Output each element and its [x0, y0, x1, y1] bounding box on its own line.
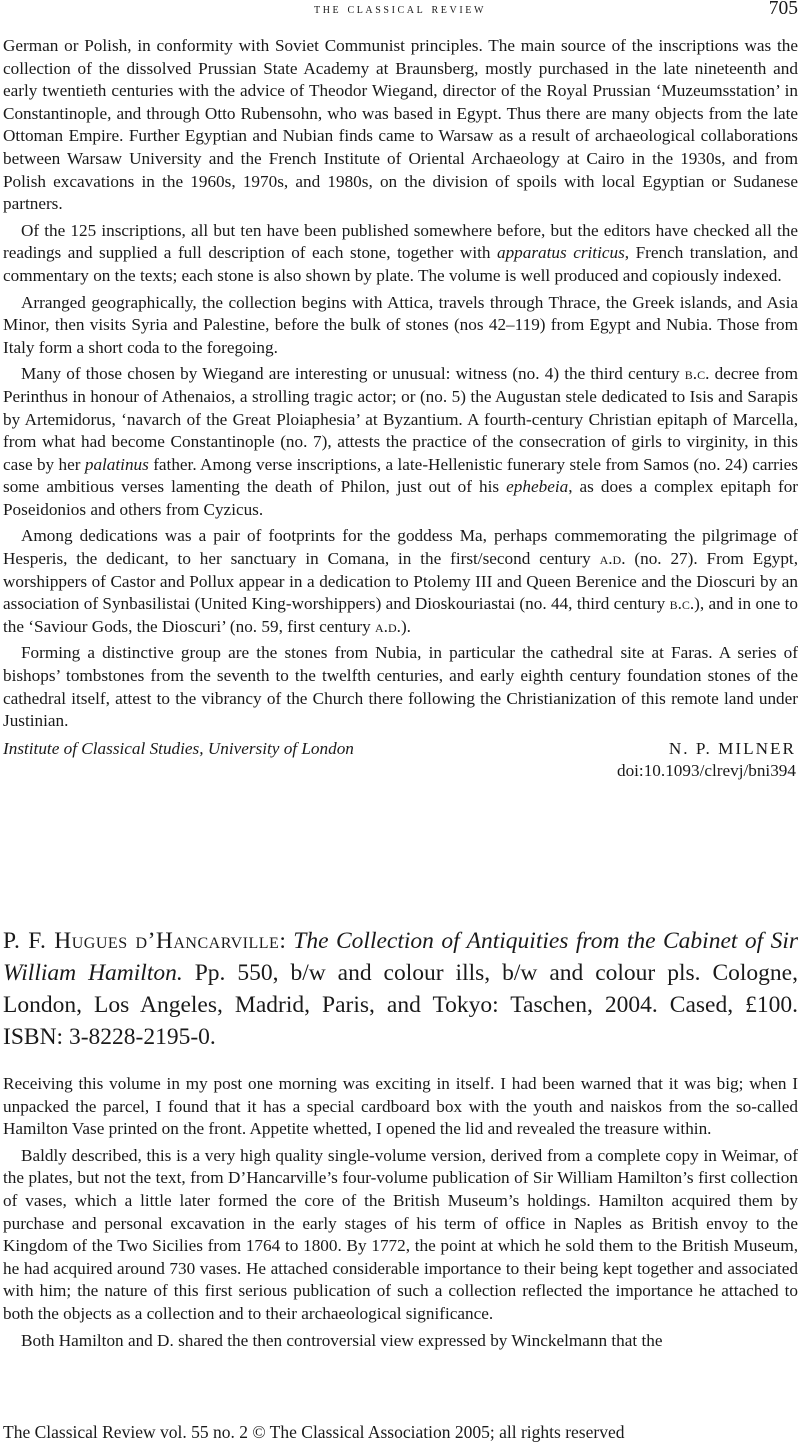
book-title: The Collection of Antiquities from the Cabinet of Sir William Hamilton.	[3, 928, 798, 986]
text-run: ), and in one to the ‘Saviour Gods, the Dioscuri’ (no. 59, first century	[3, 594, 798, 636]
paragraph-5	[3, 525, 798, 638]
italic-term: palatinus	[84, 454, 149, 474]
paragraph-9: Both Hamilton and D. shared the then controversial view expressed by Winckelmann that the	[21, 1330, 663, 1350]
doi: doi:10.1093/clrevj/bni394	[616, 761, 796, 781]
paragraph-7: Receiving this volume in my post one morning was exciting in itself. I had been warned that it was big; when I unpacked the parcel, I found that it has a special cardboard box with the youth and naiskos from the so-called Hamilton Vase printed on the front. Appetite whetted, I opened the lid and revealed the treasure within.	[3, 1074, 798, 1139]
paragraph-4	[3, 363, 798, 521]
text-run: ).	[400, 616, 411, 636]
era-abbrev: a.d.	[599, 549, 626, 569]
italic-term: ephebeia	[506, 477, 569, 497]
text-run: father. Among verse inscriptions, a late-Hellenistic funerary stele from Samos (no. 24) carries some ambitious verses lamenting the death of Philon, just out of his	[3, 454, 798, 497]
page-number: 705	[768, 0, 798, 19]
paragraph-6: Forming a distinctive group are the stones from Nubia, in particular the cathedral site at Faras. A series of bishops’ tombstones from the seventh to the twelfth centuries, and early eighth century foundation stones of the cathedral itself, attest to the vibrancy of the Church there following the Christianization of this remote land under Justinian.	[3, 643, 798, 731]
reviewer-signature	[3, 738, 798, 761]
text-run: Among dedications was a pair of footprints for the goddess Ma, perhaps commemorating the pilgrimage of Hesperis, the dedicant, to her sanctuary in Comana, in the first/second century	[3, 526, 798, 569]
second-review-body	[3, 1073, 798, 1356]
text-run: Many of those chosen by Wiegand are interesting or unusual: witness (no. 4) the third century	[21, 364, 685, 384]
text-run: , French translation, and commentary on the texts; each stone is also shown by plate. The volume is well produced and copiously indexed.	[3, 243, 798, 285]
paragraph-1: German or Polish, in conformity with Soviet Communist principles. The main source of the inscriptions was the collection of the dissolved Prussian State Academy at Braunsberg, mostly purchased in the late nineteenth and early twentieth centuries with the advice of Theodor Wiegand, director of the Royal Prussian ‘Muzeumsstation’ in Constantinople, and through Otto Rubensohn, who was based in Egypt. Thus there are many objects from the late Ottoman Empire. Further Egyptian and Nubian finds came to Warsaw as a result of archaeological collaborations between Warsaw University and the French Institute of Oriental Archaeology at Cairo in the 1930s, and from Polish excavations in the 1960s, 1970s, and 1980s, on the division of spoils with local Egyptian or Sudanese partners.	[3, 36, 798, 214]
book-details: Pp. 550, b/w and colour ills, b/w and colour pls. Cologne, London, Los Angeles, Madrid, Paris, and Tokyo: Taschen, 2004. Cased, £100. ISBN: 3-8228-2195-0.	[3, 960, 798, 1050]
text-run: (no. 27). From Egypt, worshippers of Castor and Pollux appear in a dedication to Ptolemy III and Queen Berenice and the Dioscuri by an association of Synbasilistai (United King-worshippers) and Dioskouriastai (no. 44, third century	[3, 549, 799, 614]
era-abbrev: a.d.	[375, 616, 401, 636]
paragraph-8: Baldly described, this is a very high quality single-volume version, derived from a complete copy in Weimar, of the plates, but not the text, from D’Hancarville’s four-volume publication of Sir William Hamilton’s first collection of vases, which a little later formed the core of the British Museum’s holdings. Hamilton acquired them by purchase and personal excavation in the early stages of his term of office in Naples as British envoy to the Kingdom of the Two Sicilies from 1764 to 1800. By 1772, the point at which he sold them to the British Museum, he had acquired around 730 vases. He attached considerable importance to their being kept together and associated with him; the nature of this first serious publication of such a collection reflected the importance he attached to both the objects as a collection and to their archaeological significance.	[3, 1145, 798, 1323]
running-head	[0, 0, 800, 24]
era-abbrev: b.c.	[669, 594, 695, 614]
italic-term: apparatus criticus	[496, 243, 625, 263]
era-abbrev: b.c.	[684, 364, 710, 384]
text-run: Of the 125 inscriptions, all but ten have been published somewhere before, but the editors have checked all the readings and supplied a full description of each stone, together with	[3, 220, 798, 263]
paragraph-2	[3, 220, 798, 288]
review-body	[3, 35, 798, 783]
book-author: P. F. Hugues d’Hancarville	[3, 928, 280, 954]
text-run: decree from Perinthus in honour of Athenaios, a strolling tragic actor; or (no. 5) the Augustan stele dedicated to Isis and Sarapis by Artemidorus, ‘navarch of the Great Ploiaphesia’ at Byzantium. A fourth-century Christian epitaph of Marcella, from what had become Constantinople (no. 7), attests the practice of the consecration of girls to virginity, in this case by her	[3, 364, 799, 474]
footer: The Classical Review vol. 55 no. 2 © The Classical Association 2005; all rights reserved	[3, 1422, 625, 1442]
paragraph-3: Arranged geographically, the collection begins with Attica, travels through Thrace, the Greek islands, and Asia Minor, then visits Syria and Palestine, before the bulk of stones (nos 42–119) from Egypt and Nubia. Those from Italy form a short coda to the foregoing.	[3, 292, 798, 357]
review-headnote	[3, 925, 798, 1053]
text-run: , as does a complex epitaph for Poseidonios and others from Cyzicus.	[3, 477, 799, 519]
running-title: the classical review	[313, 1, 487, 17]
reviewer-name: N. P. MILNER	[668, 738, 796, 758]
text-run: :	[279, 928, 294, 954]
reviewer-institution: Institute of Classical Studies, University of London	[3, 738, 354, 758]
